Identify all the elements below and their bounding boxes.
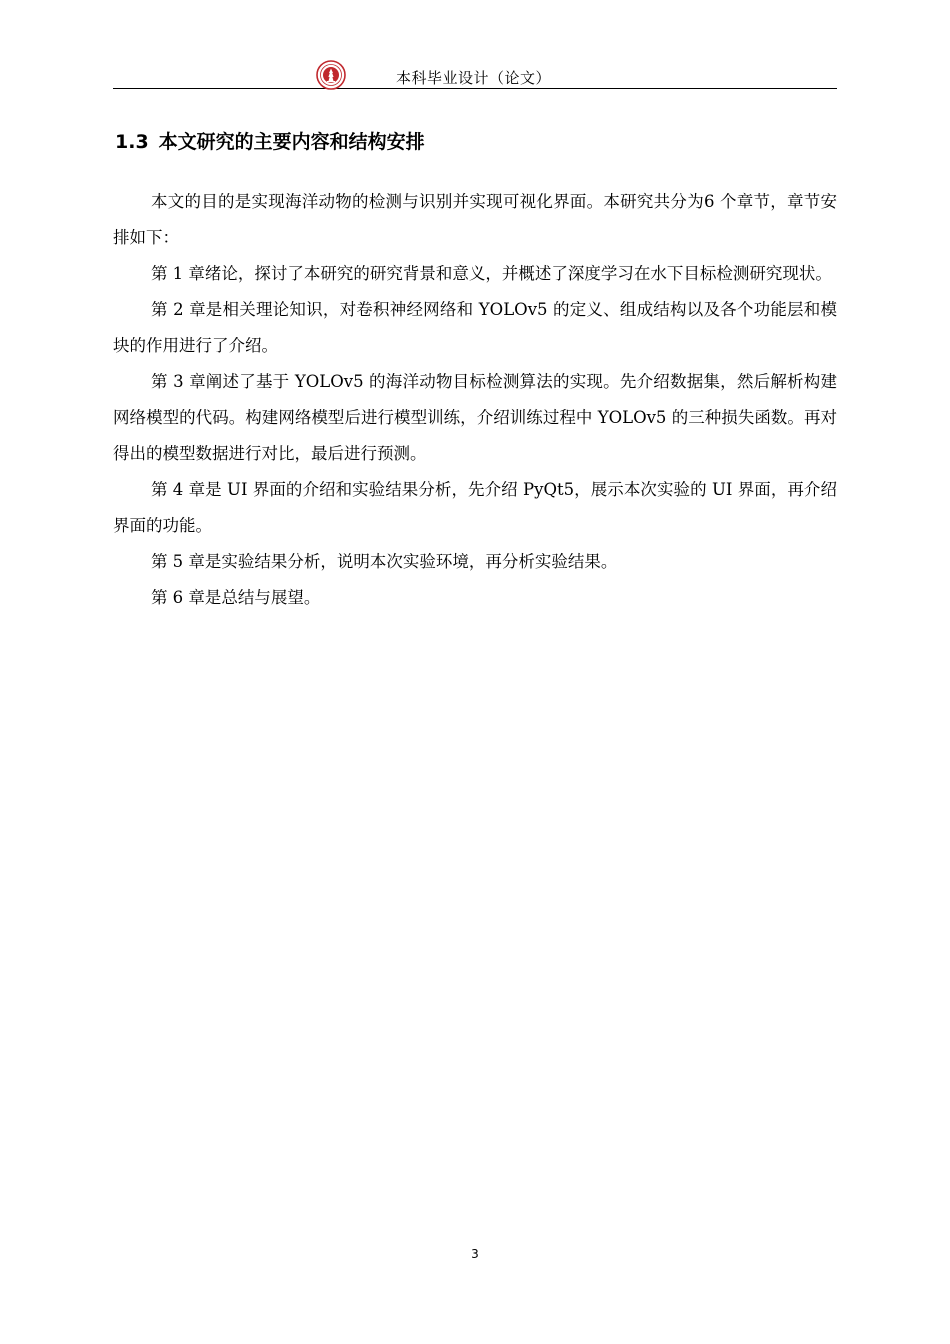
paragraph-chapter-6: 第 6 章是总结与展望。: [150, 588, 321, 607]
body-text: [113, 184, 837, 616]
paragraph-chapter-2: 第 2 章是相关理论知识，对卷积神经网络和 YOLOv5 的定义、组成结构以及各个功能层和模块的作用进行了介绍。: [113, 300, 837, 355]
header-title: 本科毕业设计（论文）: [396, 69, 552, 87]
section-title: 本文研究的主要内容和结构安排: [158, 131, 425, 153]
university-logo-icon: [316, 60, 346, 90]
paragraph-chapter-5: 第 5 章是实验结果分析，说明本次实验环境，再分析实验结果。: [150, 552, 618, 571]
page-number: 3: [471, 1247, 479, 1261]
section-heading: [115, 127, 425, 154]
section-number: 1.3: [115, 131, 149, 153]
page-header: [113, 58, 837, 89]
paragraph-chapter-4: 第 4 章是 UI 界面的介绍和实验结果分析，先介绍 PyQt5，展示本次实验的 UI 界面，再介绍界面的功能。: [113, 480, 837, 535]
paragraph-intro: 本文的目的是实现海洋动物的检测与识别并实现可视化界面。本研究共分为6 个章节，章节安排如下：: [113, 192, 837, 247]
paragraph-chapter-3: 第 3 章阐述了基于 YOLOv5 的海洋动物目标检测算法的实现。先介绍数据集，然后解析构建网络模型的代码。构建网络模型后进行模型训练，介绍训练过程中 YOLOv5 的三种损失函数。再对得出的模型数据进行对比，最后进行预测。: [113, 372, 837, 463]
paragraph-chapter-1: 第 1 章绪论，探讨了本研究的研究背景和意义，并概述了深度学习在水下目标检测研究现状。: [150, 264, 832, 283]
